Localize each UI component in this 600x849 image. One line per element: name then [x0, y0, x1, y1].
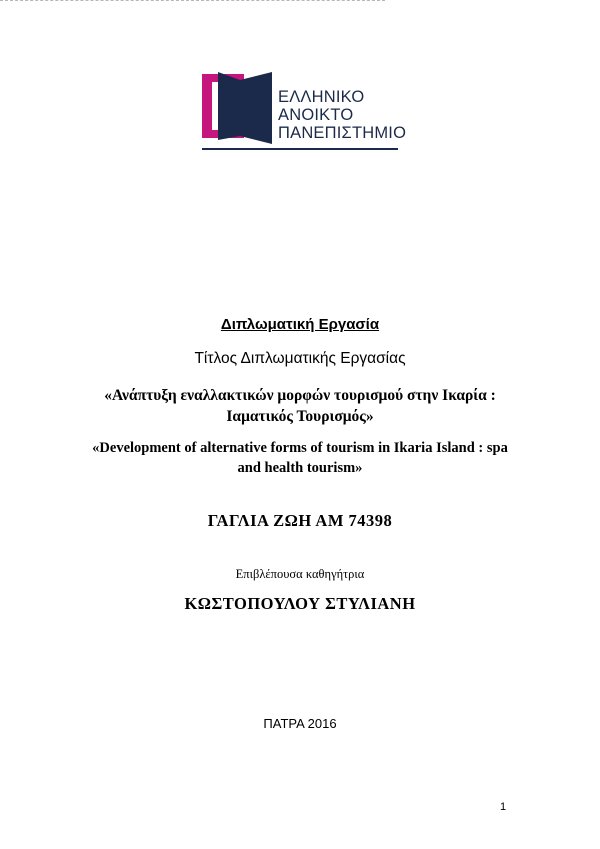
document-type-heading: Διπλωματική Εργασία	[220, 316, 380, 333]
supervisor-label: Επιβλέπουσα καθηγήτρια	[235, 567, 365, 581]
english-thesis-title	[0, 438, 600, 478]
logo-baseline-rule	[202, 148, 398, 150]
logo-navy-block	[218, 72, 272, 144]
page-number: 1	[500, 801, 507, 813]
english-title-line-2: and health tourism»	[237, 460, 363, 476]
logo-wordmark	[278, 88, 406, 142]
author-name: ΓΑΓΛΙΑ ΖΩΗ ΑΜ 74398	[207, 511, 393, 530]
greek-title-line-1: «Ανάπτυξη εναλλακτικών μορφών τουρισμού στην Ικαρία :	[104, 387, 496, 404]
logo-line-2: ΑΝΟΙΚΤΟ	[278, 106, 354, 124]
supervisor-name: ΚΩΣΤΟΠΟΥΛΟΥ ΣΤΥΛΙΑΝΗ	[184, 594, 416, 613]
title-label: Τίτλος Διπλωματικής Εργασίας	[194, 350, 406, 367]
logo-line-3: ΠΑΝΕΠΙΣΤΗΜΙΟ	[278, 124, 407, 142]
greek-title-line-2: Ιαματικός Τουρισμός»	[226, 408, 374, 425]
english-title-line-1: «Development of alternative forms of tourism in Ikaria Island : spa	[92, 440, 508, 456]
logo-line-1: ΕΛΛΗΝΙΚΟ	[278, 88, 365, 106]
header-rule	[0, 0, 385, 3]
greek-thesis-title	[0, 385, 600, 427]
place-and-date: ΠΑΤΡΑ 2016	[263, 716, 337, 731]
